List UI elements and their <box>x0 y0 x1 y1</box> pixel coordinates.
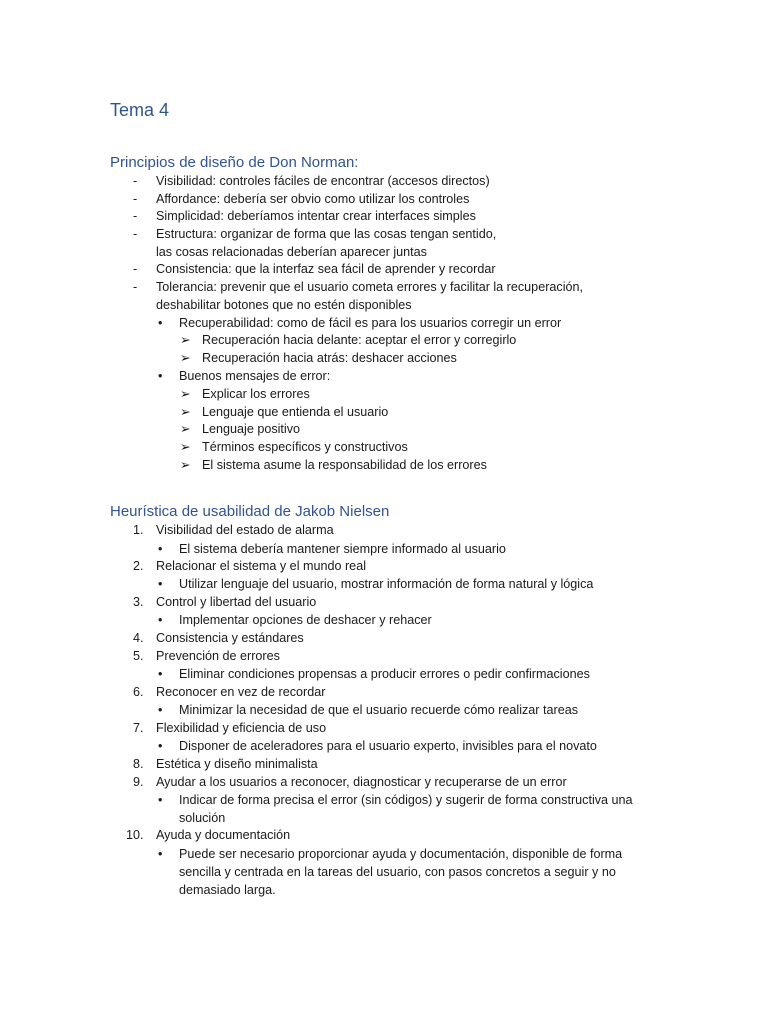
list-number: 4. <box>133 631 144 645</box>
numbered-item: Consistencia y estándares <box>156 631 304 645</box>
dash-bullet: - <box>133 174 138 188</box>
round-bullet: • <box>158 613 163 627</box>
list-item: Visibilidad: controles fáciles de encontrar (accesos directos) <box>156 174 490 188</box>
sub-list-item: Disponer de aceleradores para el usuario experto, invisibles para el novato <box>179 739 597 753</box>
numbered-item: Prevención de errores <box>156 649 280 663</box>
arrow-bullet-icon: ➢ <box>180 440 191 454</box>
round-bullet: • <box>158 577 163 591</box>
sub-list-item: Eliminar condiciones propensas a producir errores o pedir confirmaciones <box>179 667 590 681</box>
list-number: 7. <box>133 721 144 735</box>
numbered-item: Flexibilidad y eficiencia de uso <box>156 721 327 735</box>
sub-list-item: Minimizar la necesidad de que el usuario recuerde cómo realizar tareas <box>179 703 579 717</box>
numbered-item: Reconocer en vez de recordar <box>156 685 326 699</box>
round-bullet: • <box>158 667 163 681</box>
sub-list-item: Utilizar lenguaje del usuario, mostrar información de forma natural y lógica <box>179 577 594 591</box>
sub-sub-list-item: Explicar los errores <box>202 387 310 401</box>
arrow-bullet-icon: ➢ <box>180 405 191 419</box>
numbered-item: Estética y diseño minimalista <box>156 757 318 771</box>
arrow-bullet-icon: ➢ <box>180 387 191 401</box>
sub-list-item: Puede ser necesario proporcionar ayuda y documentación, disponible de forma <box>179 847 623 861</box>
list-item-continuation: deshabilitar botones que no estén disponibles <box>156 298 412 312</box>
sub-sub-list-item: Lenguaje que entienda el usuario <box>202 405 389 419</box>
round-bullet: • <box>158 847 163 861</box>
sub-list-item: Indicar de forma precisa el error (sin códigos) y sugerir de forma constructiva una <box>179 793 633 807</box>
round-bullet: • <box>158 369 163 383</box>
arrow-bullet-icon: ➢ <box>180 422 191 436</box>
numbered-item: Ayuda y documentación <box>156 828 291 842</box>
sub-sub-list-item: Recuperación hacia delante: aceptar el error y corregirlo <box>202 333 517 347</box>
round-bullet: • <box>158 316 163 330</box>
dash-bullet: - <box>133 209 138 223</box>
page-title: Tema 4 <box>110 100 170 120</box>
sub-list-item-continuation: sencilla y centrada en la tareas del usuario, con pasos concretos a seguir y no <box>179 865 616 879</box>
numbered-item: Relacionar el sistema y el mundo real <box>156 559 366 573</box>
numbered-item: Ayudar a los usuarios a reconocer, diagnosticar y recuperarse de un error <box>156 775 567 789</box>
round-bullet: • <box>158 703 163 717</box>
list-item: Affordance: debería ser obvio como utilizar los controles <box>156 192 470 206</box>
list-item: Consistencia: que la interfaz sea fácil de aprender y recordar <box>156 262 496 276</box>
round-bullet: • <box>158 739 163 753</box>
sub-list-item: El sistema debería mantener siempre informado al usuario <box>179 542 506 556</box>
sub-list-item: Recuperabilidad: como de fácil es para los usuarios corregir un error <box>179 316 562 330</box>
list-number: 6. <box>133 685 144 699</box>
list-number: 3. <box>133 595 144 609</box>
sub-sub-list-item: El sistema asume la responsabilidad de los errores <box>202 458 487 472</box>
sub-list-item-continuation: solución <box>179 811 226 825</box>
dash-bullet: - <box>133 262 138 276</box>
section-heading-nielsen: Heurística de usabilidad de Jakob Nielsen <box>110 503 390 520</box>
dash-bullet: - <box>133 192 138 206</box>
list-number: 5. <box>133 649 144 663</box>
list-item: Tolerancia: prevenir que el usuario cometa errores y facilitar la recuperación, <box>156 280 583 294</box>
list-item: Simplicidad: deberíamos intentar crear interfaces simples <box>156 209 476 223</box>
dash-bullet: - <box>133 280 138 294</box>
sub-list-item: Buenos mensajes de error: <box>179 369 331 383</box>
sub-list-item: Implementar opciones de deshacer y rehacer <box>179 613 432 627</box>
arrow-bullet-icon: ➢ <box>180 458 191 472</box>
list-number: 10. <box>126 828 144 842</box>
list-number: 9. <box>133 775 144 789</box>
sub-sub-list-item: Recuperación hacia atrás: deshacer acciones <box>202 351 457 365</box>
sub-sub-list-item: Términos específicos y constructivos <box>202 440 408 454</box>
sub-list-item-continuation: demasiado larga. <box>179 883 276 897</box>
list-number: 1. <box>133 523 144 537</box>
numbered-item: Visibilidad del estado de alarma <box>156 523 334 537</box>
list-number: 8. <box>133 757 144 771</box>
arrow-bullet-icon: ➢ <box>180 333 191 347</box>
arrow-bullet-icon: ➢ <box>180 351 191 365</box>
round-bullet: • <box>158 793 163 807</box>
sub-sub-list-item: Lenguaje positivo <box>202 422 301 436</box>
numbered-item: Control y libertad del usuario <box>156 595 317 609</box>
dash-bullet: - <box>133 227 138 241</box>
round-bullet: • <box>158 542 163 556</box>
list-number: 2. <box>133 559 144 573</box>
list-item: Estructura: organizar de forma que las cosas tengan sentido, <box>156 227 497 241</box>
section-heading-norman: Principios de diseño de Don Norman: <box>110 154 359 171</box>
list-item-continuation: las cosas relacionadas deberían aparecer juntas <box>156 245 427 259</box>
